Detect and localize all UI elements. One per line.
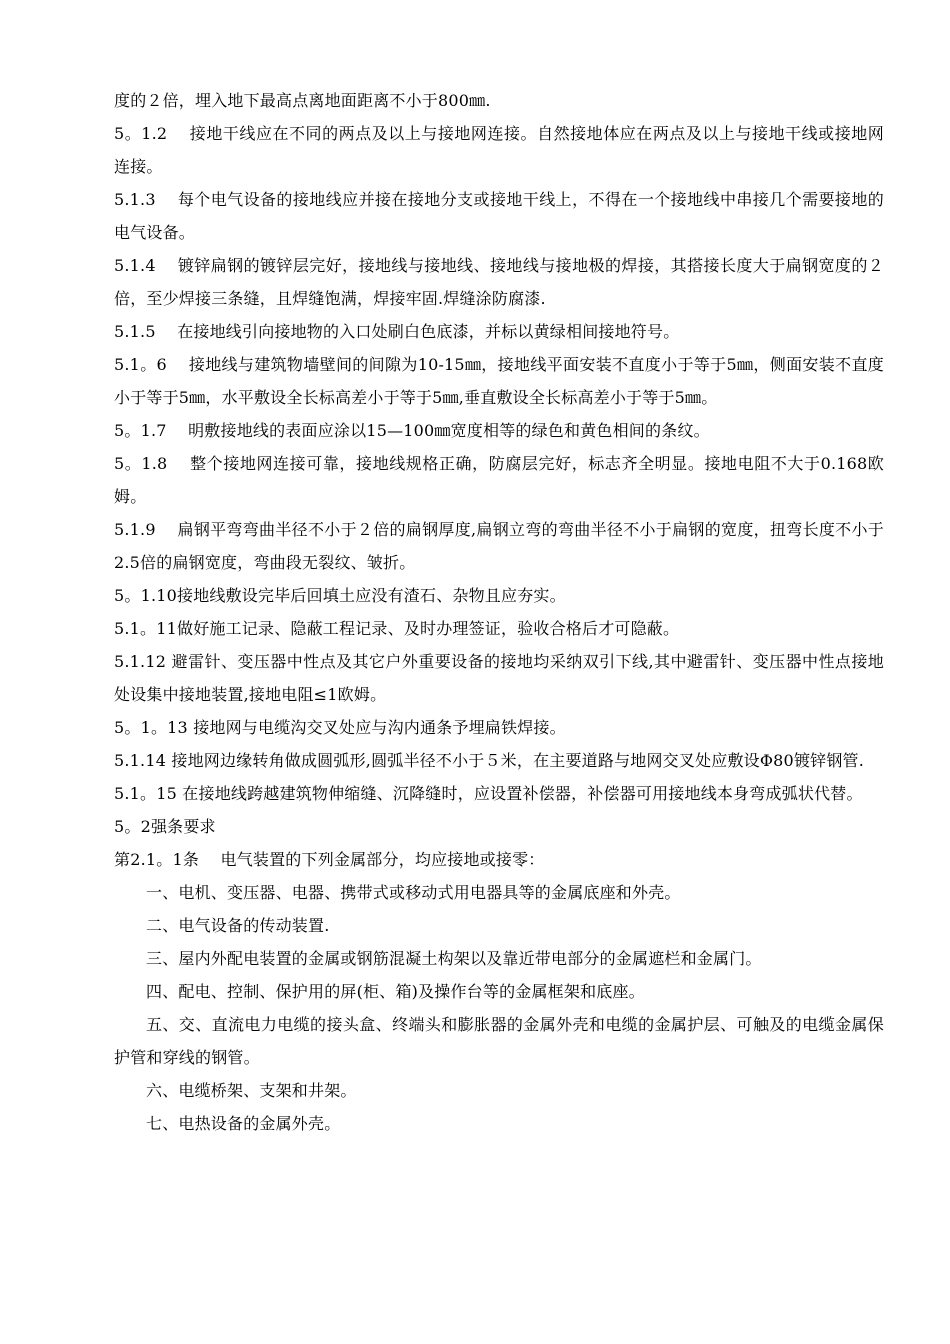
- list-item: 一、电机、变压器、电器、携带式或移动式用电器具等的金属底座和外壳。: [146, 883, 681, 902]
- paragraph: 5。1.7 明敷接地线的表面应涂以15—100㎜宽度相等的绿色和黄色相间的条纹。: [114, 421, 710, 440]
- list-item: 三、屋内外配电装置的金属或钢筋混凝土构架以及靠近带电部分的金属遮栏和金属门。: [146, 949, 762, 968]
- paragraph: 5.1.5 在接地线引向接地物的入口处刷白色底漆，并标以黄绿相间接地符号。: [114, 322, 680, 341]
- list-item: 六、电缆桥架、支架和井架。: [146, 1081, 357, 1100]
- list-item: 二、电气设备的传动装置.: [146, 916, 330, 935]
- paragraph: 5.1.4 镀锌扁钢的镀锌层完好，接地线与接地线、接地线与接地极的焊接，其搭接长度大于扁钢宽度的２倍，至少焊接三条缝，且焊缝饱满，焊接牢固.焊缝涂防腐漆.: [114, 256, 884, 308]
- paragraph: 5.1.12 避雷针、变压器中性点及其它户外重要设备的接地均采纳双引下线,其中避雷针、变压器中性点接地处设集中接地装置,接地电阻≤1欧姆。: [114, 652, 884, 704]
- list-item: 四、配电、控制、保护用的屏(柜、箱)及操作台等的金属框架和底座。: [146, 982, 645, 1001]
- paragraph: 5.1.9 扁钢平弯弯曲半径不小于２倍的扁钢厚度,扁钢立弯的弯曲半径不小于扁钢的宽度，扭弯长度不小于2.5倍的扁钢宽度，弯曲段无裂纹、皱折。: [114, 520, 884, 572]
- paragraph: 5.1。6 接地线与建筑物墙壁间的间隙为10-15㎜，接地线平面安装不直度小于等于5㎜，侧面安装不直度小于等于5㎜，水平敷设全长标高差小于等于5㎜,垂直敷设全长标高差小于等于5㎜。: [114, 355, 884, 407]
- section-heading: 5。2强条要求: [114, 817, 216, 836]
- paragraph: 5.1.14 接地网边缘转角做成圆弧形,圆弧半径不小于５米，在主要道路与地网交叉处应敷设Φ80镀锌钢管.: [114, 751, 865, 770]
- document-body: [114, 84, 884, 1140]
- list-item: 七、电热设备的金属外壳。: [146, 1114, 341, 1133]
- clause-heading: 第2.1。1条 电气装置的下列金属部分，均应接地或接零：: [114, 850, 545, 869]
- paragraph: 5.1。11做好施工记录、隐蔽工程记录、及时办理签证，验收合格后才可隐蔽。: [114, 619, 680, 638]
- paragraph: 5。1.2 接地干线应在不同的两点及以上与接地网连接。自然接地体应在两点及以上与接地干线或接地网连接。: [114, 124, 884, 176]
- paragraph: 5.1。15 在接地线跨越建筑物伸缩缝、沉降缝时，应设置补偿器，补偿器可用接地线本身弯成弧状代替。: [114, 784, 863, 803]
- paragraph: 5。1。13 接地网与电缆沟交叉处应与沟内通条予埋扁铁焊接。: [114, 718, 566, 737]
- paragraph: 5.1.3 每个电气设备的接地线应并接在接地分支或接地干线上，不得在一个接地线中串接几个需要接地的电气设备。: [114, 190, 884, 242]
- paragraph: 5。1.8 整个接地网连接可靠，接地线规格正确，防腐层完好，标志齐全明显。接地电阻不大于0.168欧姆。: [114, 454, 884, 506]
- list-item: 五、交、直流电力电缆的接头盒、终端头和膨胀器的金属外壳和电缆的金属护层、可触及的电缆金属保护管和穿线的钢管。: [114, 1015, 884, 1067]
- paragraph: 度的２倍，埋入地下最高点离地面距离不小于800㎜.: [114, 91, 491, 110]
- paragraph: 5。1.10接地线敷设完毕后回填土应没有渣石、杂物且应夯实。: [114, 586, 566, 605]
